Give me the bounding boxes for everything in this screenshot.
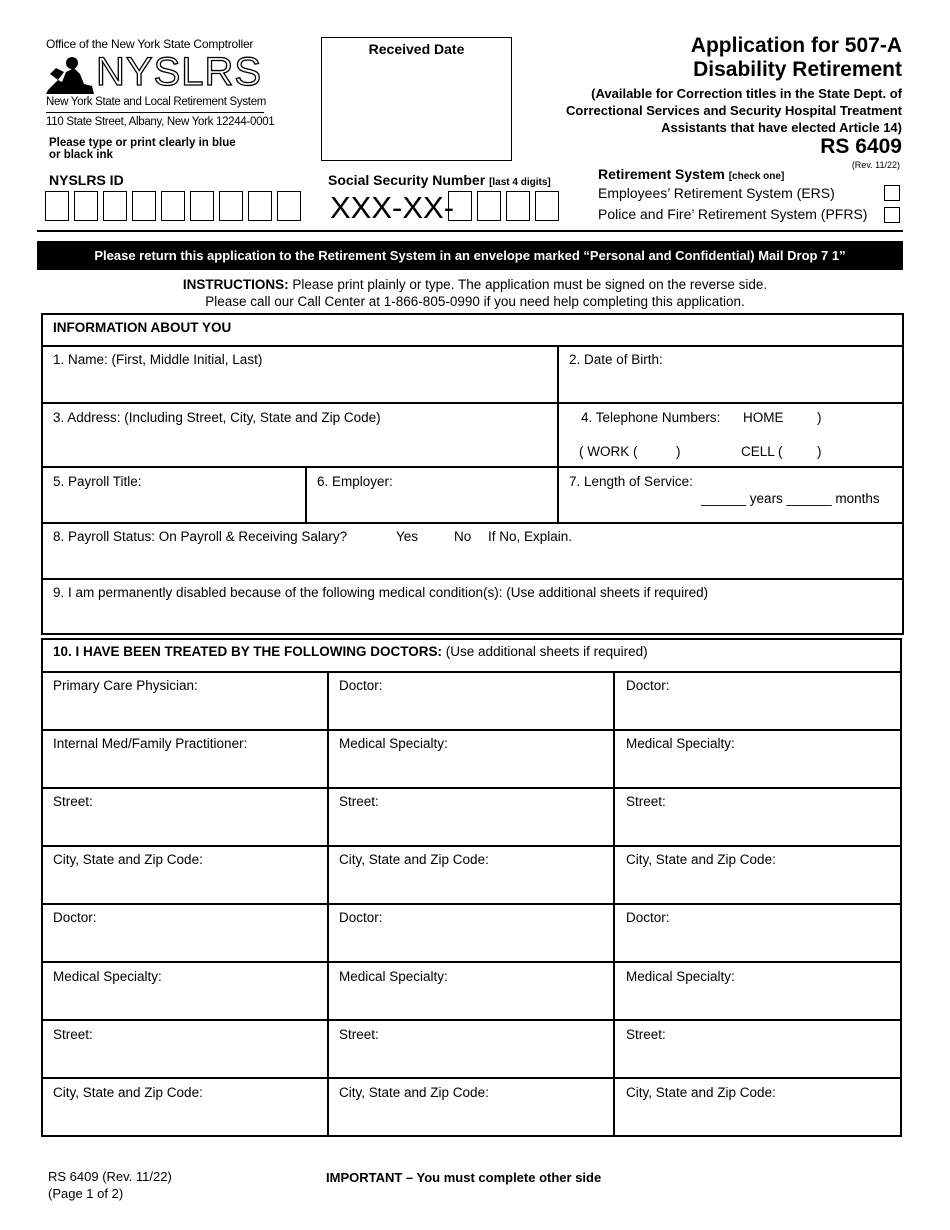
doctor-cell[interactable]: Medical Specialty: [339, 736, 448, 751]
rule [41, 313, 43, 634]
doctor-cell[interactable]: City, State and Zip Code: [626, 1085, 776, 1100]
rule [41, 729, 902, 731]
rule [41, 345, 904, 347]
retirement-system-hint: [check one] [728, 171, 785, 182]
info-section-title: INFORMATION ABOUT YOU [53, 320, 232, 335]
doctors-heading-bold: 10. I HAVE BEEN TREATED BY THE FOLLOWING DOCTORS: [53, 644, 443, 659]
dob-field[interactable]: 2. Date of Birth: [569, 352, 663, 367]
id-digit-box[interactable] [103, 191, 127, 221]
doctor-cell[interactable]: Street: [626, 794, 666, 809]
phone-cell-paren: ) [817, 444, 822, 459]
rule [902, 313, 904, 634]
service-blanks[interactable]: ______ years ______ months [701, 491, 880, 506]
rule [41, 1135, 902, 1137]
system-name: New York State and Local Retirement System [46, 96, 267, 108]
nyslrs-id-label: NYSLRS ID [49, 172, 124, 188]
logo-rule [46, 112, 264, 113]
payroll-explain-field[interactable]: If No, Explain. [488, 529, 573, 544]
rule [41, 313, 904, 315]
retirement-system-label [598, 166, 784, 182]
ssn-digit-box[interactable] [477, 191, 501, 221]
phone-home-paren: ) [817, 410, 822, 425]
print-note: Please type or print clearly in blue or black ink [49, 137, 236, 161]
doctor-cell[interactable]: Doctor: [339, 678, 383, 693]
footer-form-rev: RS 6409 (Rev. 11/22) [48, 1169, 172, 1184]
doctor-cell[interactable]: Medical Specialty: [339, 969, 448, 984]
id-digit-box[interactable] [161, 191, 185, 221]
doctor-cell[interactable]: City, State and Zip Code: [626, 852, 776, 867]
ssn-digit-box[interactable] [448, 191, 472, 221]
name-field[interactable]: 1. Name: (First, Middle Initial, Last) [53, 352, 263, 367]
nyslrs-id-input[interactable] [45, 191, 301, 221]
doctor-cell[interactable]: Medical Specialty: [53, 969, 162, 984]
doctors-heading-note: (Use additional sheets if required) [445, 644, 648, 659]
rule [613, 671, 615, 1137]
ssn-last4-input[interactable] [448, 191, 559, 221]
doctor-cell[interactable]: Doctor: [53, 910, 97, 925]
title-line-2: Disability Retirement [693, 58, 902, 81]
doctor-cell[interactable]: Street: [53, 1027, 93, 1042]
rule [41, 1019, 902, 1021]
logo-text: NYSLRS [96, 50, 263, 94]
return-banner: Please return this application to the Retirement System in an envelope marked “Personal and Confidential) Mail Drop 7 1” [37, 241, 903, 270]
rule [900, 638, 902, 1137]
title-line-1: Application for 507-A [690, 34, 902, 57]
doctor-cell[interactable]: Street: [53, 794, 93, 809]
doctor-cell[interactable]: Medical Specialty: [626, 969, 735, 984]
id-digit-box[interactable] [190, 191, 214, 221]
rule [557, 345, 559, 523]
ssn-label [328, 172, 551, 188]
ssn-digit-box[interactable] [506, 191, 530, 221]
rule [41, 638, 902, 640]
doctor-cell[interactable]: City, State and Zip Code: [339, 852, 489, 867]
form-subtitle: (Available for Correction titles in the State Dept. of Correctional Services and Security Hospital Treatment Assistants that have elected Article 14) [566, 86, 902, 135]
doctor-cell[interactable]: Street: [626, 1027, 666, 1042]
form-title [691, 34, 902, 82]
revision-small: (Rev. 11/22) [851, 160, 900, 170]
id-digit-box[interactable] [45, 191, 69, 221]
logo-figure-icon [44, 54, 96, 96]
received-date-box [321, 37, 512, 161]
doctor-cell[interactable]: City, State and Zip Code: [53, 852, 203, 867]
id-digit-box[interactable] [277, 191, 301, 221]
phone-cell-field[interactable]: CELL ( [741, 444, 783, 459]
doctor-cell[interactable]: Medical Specialty: [626, 736, 735, 751]
payroll-yes-option[interactable]: Yes [396, 529, 419, 544]
phone-label: 4. Telephone Numbers: [581, 410, 721, 425]
doctor-cell[interactable]: Primary Care Physician: [53, 678, 198, 693]
header-divider [37, 230, 903, 232]
form-number: RS 6409 [820, 135, 902, 158]
doctor-cell[interactable]: Street: [339, 1027, 379, 1042]
ssn-prefix: XXX-XX- [330, 190, 455, 225]
footer-important: IMPORTANT – You must complete other side [326, 1170, 602, 1185]
medical-condition-field[interactable]: 9. I am permanently disabled because of the following medical condition(s): (Use additional sheets if required) [53, 585, 709, 600]
doctor-cell[interactable]: Internal Med/Family Practitioner: [53, 736, 248, 751]
doctor-cell[interactable]: Doctor: [339, 910, 383, 925]
address-field[interactable]: 3. Address: (Including Street, City, State and Zip Code) [53, 410, 381, 425]
rule [41, 578, 904, 580]
ers-checkbox[interactable] [884, 185, 900, 201]
rule [41, 402, 904, 404]
doctor-cell[interactable]: City, State and Zip Code: [53, 1085, 203, 1100]
rule [41, 466, 904, 468]
ssn-label-text: Social Security Number [328, 172, 486, 188]
employer-field[interactable]: 6. Employer: [317, 474, 393, 489]
system-address: 110 State Street, Albany, New York 12244-0001 [46, 116, 275, 128]
payroll-no-option[interactable]: No [454, 529, 472, 544]
id-digit-box[interactable] [219, 191, 243, 221]
rule [305, 466, 307, 523]
rule [41, 522, 904, 524]
payroll-title-field[interactable]: 5. Payroll Title: [53, 474, 142, 489]
rule [41, 1077, 902, 1079]
rule [41, 903, 902, 905]
instructions-line-1 [0, 277, 950, 292]
doctor-cell[interactable]: Street: [339, 794, 379, 809]
ers-option-label: Employees’ Retirement System (ERS) [598, 185, 835, 201]
id-digit-box[interactable] [248, 191, 272, 221]
ssn-hint: [last 4 digits] [489, 177, 551, 188]
pfrs-option-label: Police and Fire’ Retirement System (PFRS) [598, 206, 868, 222]
rule [41, 671, 902, 673]
instructions-text-1: Please print plainly or type. The application must be signed on the reverse side. [292, 277, 768, 292]
rule [41, 787, 902, 789]
rule [41, 961, 902, 963]
id-digit-box[interactable] [132, 191, 156, 221]
phone-home-field[interactable]: HOME [743, 410, 784, 425]
retirement-system-text: Retirement System [598, 166, 725, 182]
id-digit-box[interactable] [74, 191, 98, 221]
doctor-cell[interactable]: Doctor: [626, 678, 670, 693]
footer-form-info [48, 1168, 172, 1202]
nyslrs-logo [44, 50, 266, 98]
payroll-status-label: 8. Payroll Status: On Payroll & Receiving Salary? [53, 529, 348, 544]
pfrs-checkbox[interactable] [884, 207, 900, 223]
ssn-digit-box[interactable] [535, 191, 559, 221]
rule [41, 845, 902, 847]
service-field[interactable]: 7. Length of Service: [569, 474, 693, 489]
footer-page-number: (Page 1 of 2) [48, 1186, 124, 1201]
rule [41, 633, 904, 635]
phone-work-field[interactable]: ( WORK ( [579, 444, 638, 459]
rule [327, 671, 329, 1137]
doctor-cell[interactable]: Doctor: [626, 910, 670, 925]
received-date-label: Received Date [368, 41, 465, 57]
doctors-heading [53, 644, 648, 659]
phone-work-paren: ) [676, 444, 681, 459]
instructions-label: INSTRUCTIONS: [182, 277, 289, 292]
instructions-line-2: Please call our Call Center at 1-866-805-0990 if you need help completing this application. [205, 294, 745, 309]
rule [41, 638, 43, 1137]
office-line: Office of the New York State Comptroller [46, 37, 254, 51]
doctor-cell[interactable]: City, State and Zip Code: [339, 1085, 489, 1100]
